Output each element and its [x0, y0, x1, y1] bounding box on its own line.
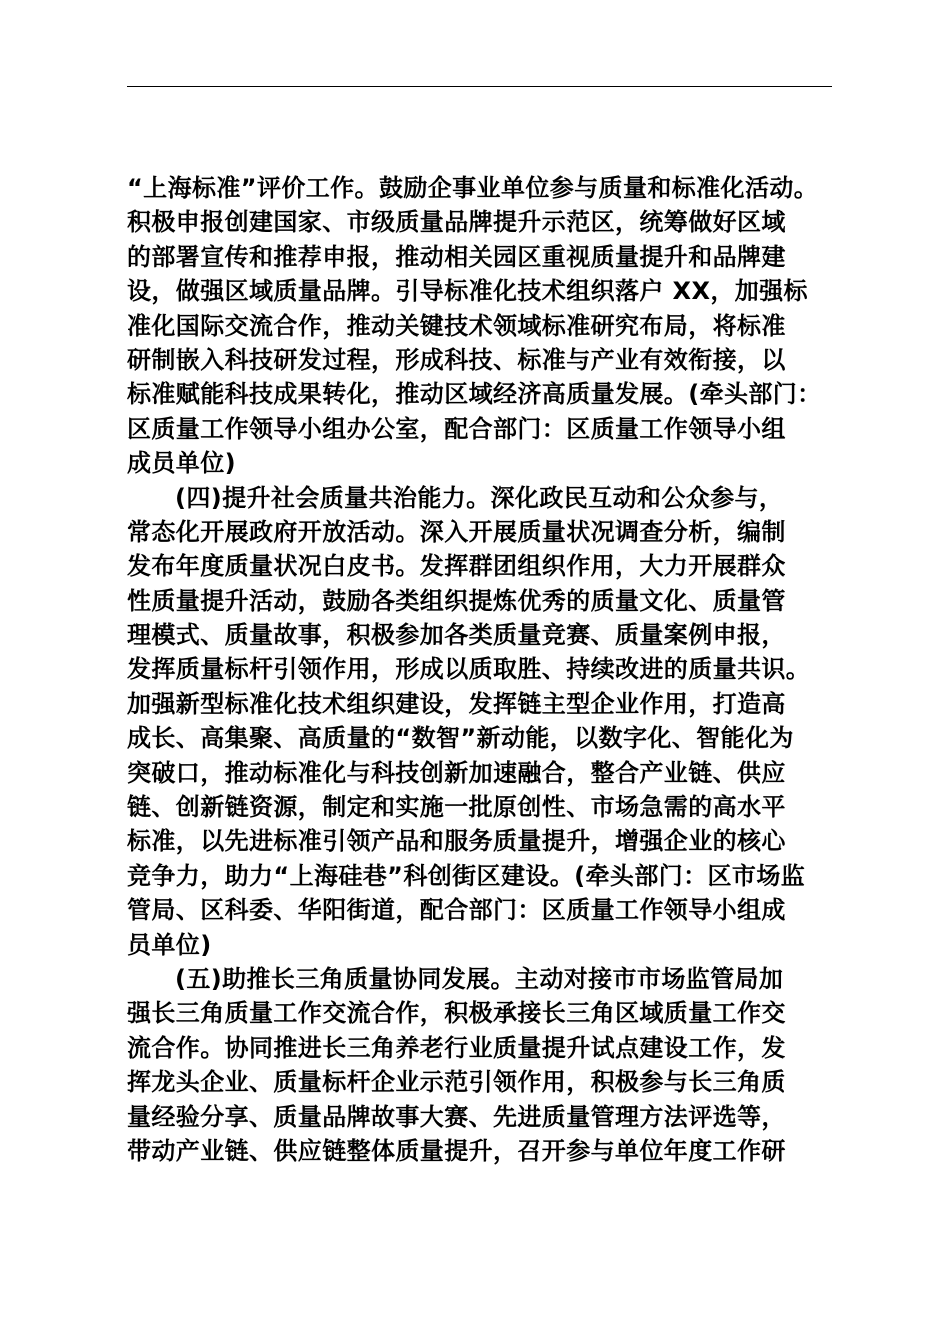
- text-line: 的部署宣传和推荐申报，推动相关园区重视质量提升和品牌建: [127, 242, 786, 271]
- text-line: 管局、区科委、华阳街道，配合部门：区质量工作领导小组成: [127, 896, 786, 925]
- text-line: 标准，以先进标准引领产品和服务质量提升，增强企业的核心: [127, 827, 786, 856]
- text-line: 挥龙头企业、质量标杆企业示范引领作用，积极参与长三角质: [127, 1068, 786, 1097]
- text-line: 成员单位): [127, 449, 236, 478]
- text-line: 量经验分享、质量品牌故事大赛、先进质量管理方法评选等，: [127, 1102, 786, 1131]
- section-5-heading-line: (五)助推长三角质量协同发展。主动对接市市场监管局加: [175, 964, 784, 993]
- text-line: 标准赋能科技成果转化，推动区域经济高质量发展。(牵头部门：: [127, 380, 822, 409]
- header-rule: [127, 86, 832, 87]
- document-body: [127, 171, 852, 1168]
- text-line: 发挥质量标杆引领作用，形成以质取胜、持续改进的质量共识。: [127, 655, 811, 684]
- text-line: 发布年度质量状况白皮书。发挥群团组织作用，大力开展群众: [127, 552, 786, 581]
- text-line: 流合作。协同推进长三角养老行业质量提升试点建设工作，发: [127, 1033, 786, 1062]
- text-line: 成长、高集聚、高质量的“数智”新动能，以数字化、智能化为: [127, 724, 794, 753]
- text-line: 常态化开展政府开放活动。深入开展质量状况调查分析，编制: [127, 517, 786, 546]
- text-line: 加强新型标准化技术组织建设，发挥链主型企业作用，打造高: [127, 689, 786, 718]
- text-line: 区质量工作领导小组办公室，配合部门：区质量工作领导小组: [127, 414, 786, 443]
- text-line: 研制嵌入科技研发过程，形成科技、标准与产业有效衔接，以: [127, 345, 786, 374]
- text-line: 强长三角质量工作交流合作，积极承接长三角区域质量工作交: [127, 999, 786, 1028]
- text-line: 理模式、质量故事，积极参加各类质量竞赛、质量案例申报，: [127, 621, 786, 650]
- section-4-heading-line: (四)提升社会质量共治能力。深化政民互动和公众参与，: [175, 483, 784, 512]
- text-line: 员单位): [127, 930, 212, 959]
- text-line: “上海标准”评价工作。鼓励企事业单位参与质量和标准化活动。: [127, 174, 819, 202]
- text-line: 设，做强区域质量品牌。引导标准化技术组织落户 XX，加强标: [127, 277, 808, 306]
- text-line: 竞争力，助力“上海硅巷”科创街区建设。(牵头部门：区市场监: [127, 861, 806, 890]
- text-line: 突破口，推动标准化与科技创新加速融合，整合产业链、供应: [127, 758, 786, 787]
- text-line: 积极申报创建国家、市级质量品牌提升示范区，统筹做好区域: [127, 208, 786, 237]
- text-line: 准化国际交流合作，推动关键技术领域标准研究布局，将标准: [127, 311, 786, 340]
- text-line: 带动产业链、供应链整体质量提升，召开参与单位年度工作研: [127, 1136, 786, 1165]
- text-line: 链、创新链资源，制定和实施一批原创性、市场急需的高水平: [127, 793, 786, 822]
- text-line: 性质量提升活动，鼓励各类组织提炼优秀的质量文化、质量管: [127, 586, 786, 615]
